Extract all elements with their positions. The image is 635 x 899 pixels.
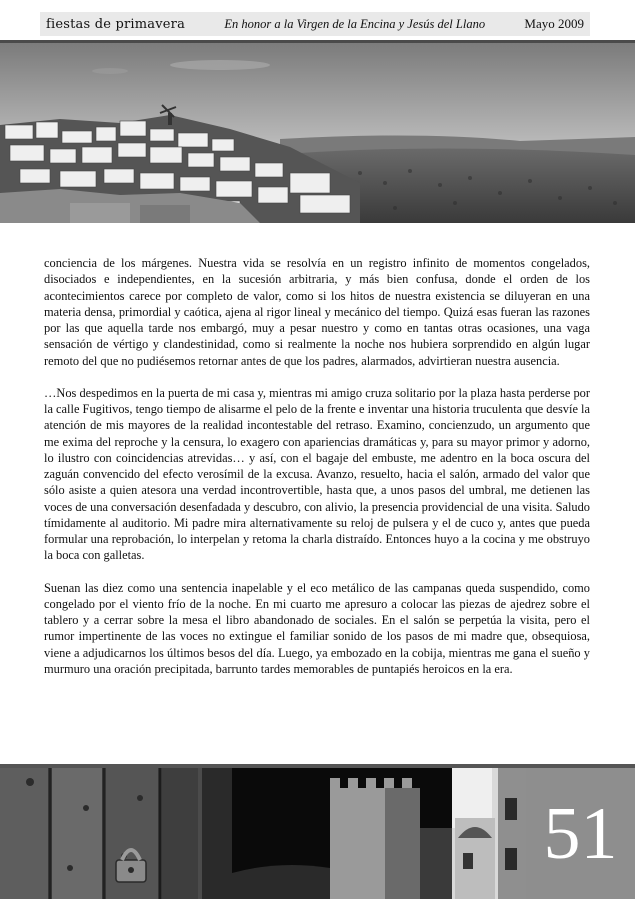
issue-date: Mayo 2009	[524, 16, 584, 31]
wooden-door-padlock-photo	[0, 768, 232, 899]
page-number-box	[526, 768, 635, 899]
article-body	[44, 255, 590, 693]
castle-tower-night-photo	[232, 768, 452, 899]
page-header	[40, 12, 590, 36]
header-dedication: En honor a la Virgen de la Encina y Jesús del Llano	[224, 16, 486, 31]
article-paragraph: Suenan las diez como una sentencia inapelable y el eco metálico de las campanas queda suspendido, como congelado por el viento frío de la noche. En mi cuarto me apresuro a colocar las piezas de ajedrez sobre el tablero y a cerrar sobre la mesa el libro abandonado de sociales. En el salón se perpetúa la visita, pero el rumor impertinente de las voces no extingue el familiar sonido de los pasos de mi madre que, obsequiosa, viene a adjudicarnos los últimos besos del día. Luego, ya embozado en la cobija, mientras me gana el sueño y murmuro una oración precipitada, barrunto tardes memorables de puntapiés heroicos en la era.	[44, 580, 590, 676]
article-paragraph: …Nos despedimos en la puerta de mi casa y, mientras mi amigo cruza solitario por la plaza hasta perderse por la calle Fugitivos, tengo tiempo de alisarme el pelo de la frente e inventar una historia truculenta que desvíe la atención de mis mayores de la realidad incontestable del retraso. Examino, concienzudo, un argumento que me exima del reproche y la censura, lo exagero con apariencias dramáticas y, para su mayor primor y adorno, lo ilustro con coincidencias atrevidas… y así, con el bagaje del embuste, me adentro en la boca oscura del zaguán convencido del efecto verosímil de la excusa. Avanzo, resuelto, hacia el salón, armado del valor que sólo asiste a quien atesora una verdad incontrovertible, hasta que, a unos pasos del umbral, me detienen las voces de una conversación desenfadada y descubro, con alivio, la presencia providencial de una visita. Saludo tímidamente al auditorio. Mi padre mira alternativamente su reloj de pulsera y el de cuco y, antes que pueda formular una reprobación, lo interpelan y retoma la charla distraído. Entonces huyo a la cocina y me obstruyo la boca con galletas.	[44, 385, 590, 563]
page-number: 51	[543, 792, 618, 875]
article-paragraph: conciencia de los márgenes. Nuestra vida se resolvía en un registro infinito de momentos congelados, disociados e independientes, en la sucesión arbitraria, y más bien confusa, donde el orden de los acontecimientos carece por completo de valor, como si los hitos de nuestra existencia se diluyeran en una materia densa, primordial y caótica, ajena al rigor lineal y mecánico del tiempo. Quizá esas fueran las razones por las que aquella tarde nos embargó, muy a pesar nuestro y como en tantas otras ocasiones, una vaga sensación de vértigo y clandestinidad, como si realmente la noche nos hubiera sorprendido en algún lugar remoto del que no pudiésemos retornar antes de que los padres, alarmados, advirtieran nuestra ausencia.	[44, 256, 590, 368]
town-panorama-photo	[0, 43, 635, 223]
magazine-title: fiestas de primavera	[46, 16, 186, 32]
village-street-photo	[452, 768, 526, 899]
